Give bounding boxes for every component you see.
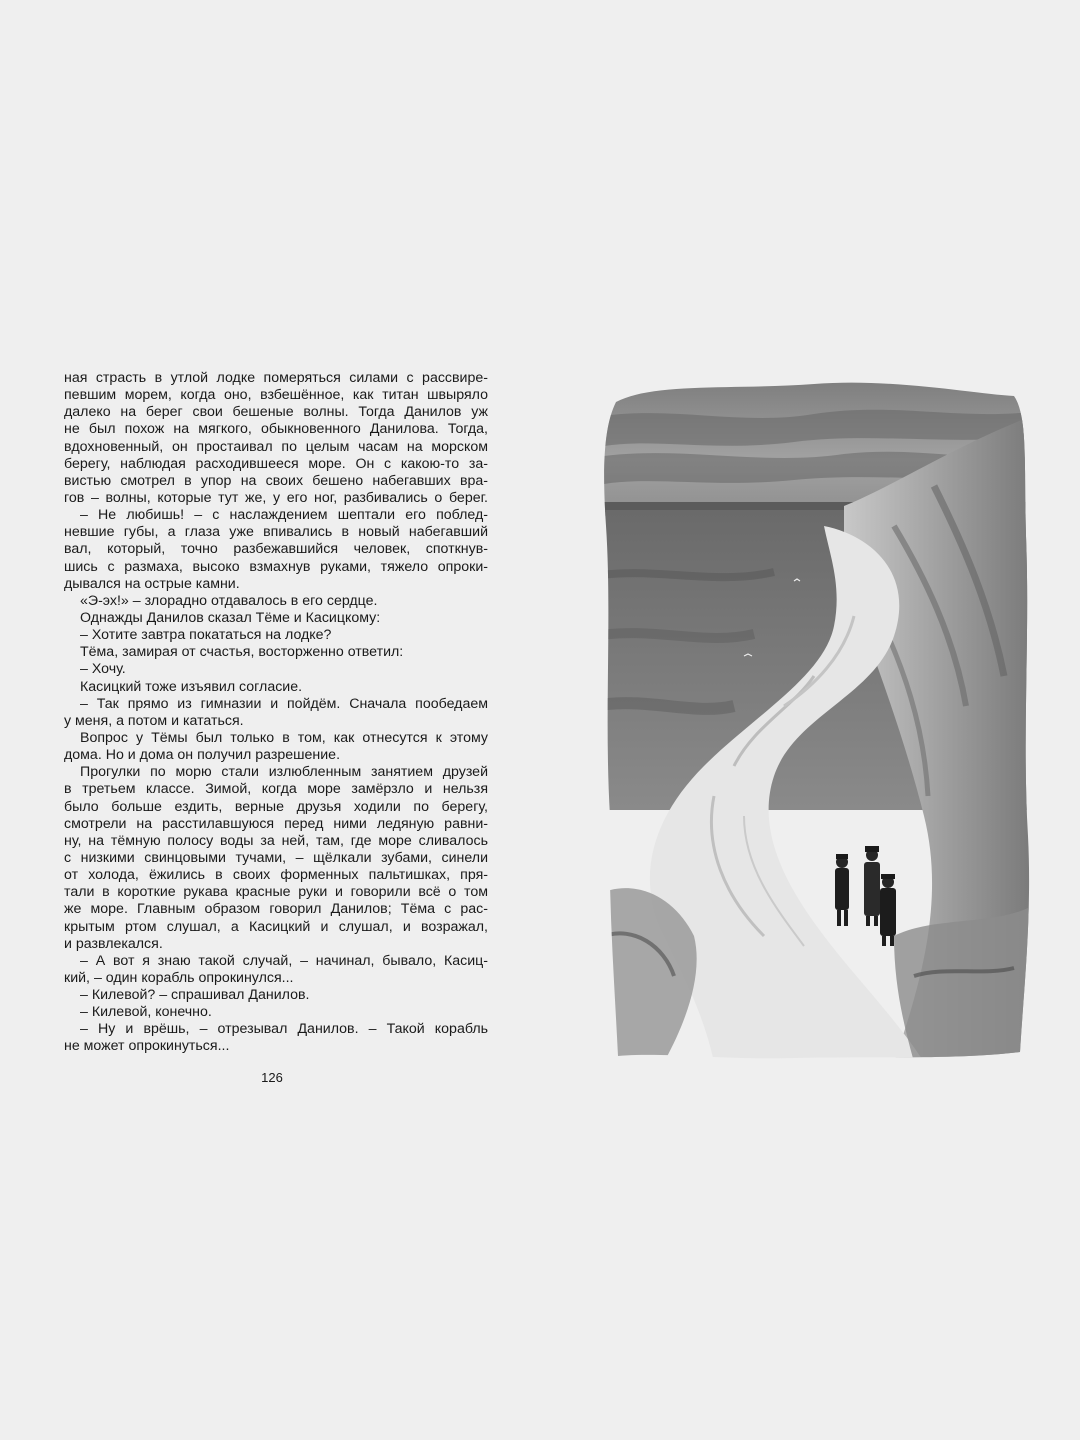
text-line: – А вот я знаю такой случай, – начинал, бывало, Касиц- — [80, 952, 488, 969]
text-line: – Не любишь! – с наслаждением шептали его поблед- — [80, 507, 488, 524]
text-line: ну, на тёмную полосу воды за ней, там, где море сливалось — [64, 832, 488, 849]
text-line: далеко на берег свои бешеные волны. Тогда Данилов уж — [64, 404, 488, 421]
text-line: крытым ртом слушал, а Касицкий и слушал, и возражал, — [64, 918, 488, 935]
text-line: у меня, а потом и кататься. — [64, 712, 244, 729]
text-line: от холода, ёжились в своих форменных пальтишках, пря- — [64, 867, 488, 884]
text-line: Вопрос у Тёмы был только в том, как отнесутся к этому — [80, 729, 488, 746]
text-line: невшие губы, а глаза уже впивались в новый набегавший — [64, 524, 488, 541]
text-line: гов – волны, которые тут же, у его ног, разбивались о берег. — [64, 489, 488, 506]
page-number: 126 — [261, 1070, 283, 1085]
text-line: не был похож на мягкого, обыкновенного Данилова. Тогда, — [64, 421, 488, 438]
text-line: – Хочу. — [80, 661, 126, 678]
text-line: – Килевой? – спрашивал Данилов. — [80, 987, 310, 1004]
text-line: было больше ездить, верные друзья ходили по берегу, — [64, 798, 488, 815]
text-line: смотрели на расстилавшуюся перед ними ледяную равни- — [64, 815, 488, 832]
three-boys-figures — [835, 846, 896, 946]
illustration-winter-sea — [594, 376, 1032, 1062]
text-line: шись с размаха, высоко взмахнув руками, тяжело опроки- — [64, 558, 488, 575]
text-line: же море. Главным образом говорил Данилов; Тёма с рас- — [64, 901, 488, 918]
text-line: в третьем классе. Зимой, когда море замёрзло и нельзя — [64, 781, 488, 798]
text-line: дома. Но и дома он получил разрешение. — [64, 747, 341, 764]
text-line: вал, который, точно разбежавшийся человек, споткнув- — [64, 541, 488, 558]
text-line: и развлекался. — [64, 935, 163, 952]
text-line: с низкими свинцовыми тучами, – щёлкали зубами, синели — [64, 849, 488, 866]
text-line: тали в короткие рукава красные руки и говорили всё о том — [64, 884, 488, 901]
text-line: не может опрокинуться... — [64, 1038, 230, 1055]
text-line: – Так прямо из гимназии и пойдём. Сначала пообедаем — [80, 695, 488, 712]
text-line: Однажды Данилов сказал Тёме и Касицкому: — [80, 609, 381, 626]
text-line: кий, – один корабль опрокинулся... — [64, 969, 294, 986]
text-line: вдохновенный, он простаивал по целым часам на морском — [64, 438, 488, 455]
text-line: Прогулки по морю стали излюбленным занятием друзей — [80, 764, 488, 781]
text-line: – Ну и врёшь, – отрезывал Данилов. – Такой корабль — [80, 1021, 488, 1038]
text-line: берегу, наблюдая расходившееся море. Он с какою-то за- — [64, 455, 488, 472]
text-line: – Хотите завтра покататься на лодке? — [80, 627, 332, 644]
text-line: Касицкий тоже изъявил согласие. — [80, 678, 303, 695]
text-line: – Килевой, конечно. — [80, 1004, 212, 1021]
text-line: Тёма, замирая от счастья, восторженно ответил: — [80, 644, 404, 661]
text-line: «Э-эх!» – злорадно отдавалось в его сердце. — [80, 592, 378, 609]
text-line: вистью смотрел в упор на своих бешено набегавших вра- — [64, 472, 488, 489]
text-line: ная страсть в утлой лодке померяться силами с рассвире- — [64, 370, 488, 386]
text-line: дывался на острые камни. — [64, 575, 240, 592]
body-text-column — [64, 370, 488, 1056]
text-line: певшим морем, когда оно, взбешённое, как титан швыряло — [64, 387, 488, 404]
